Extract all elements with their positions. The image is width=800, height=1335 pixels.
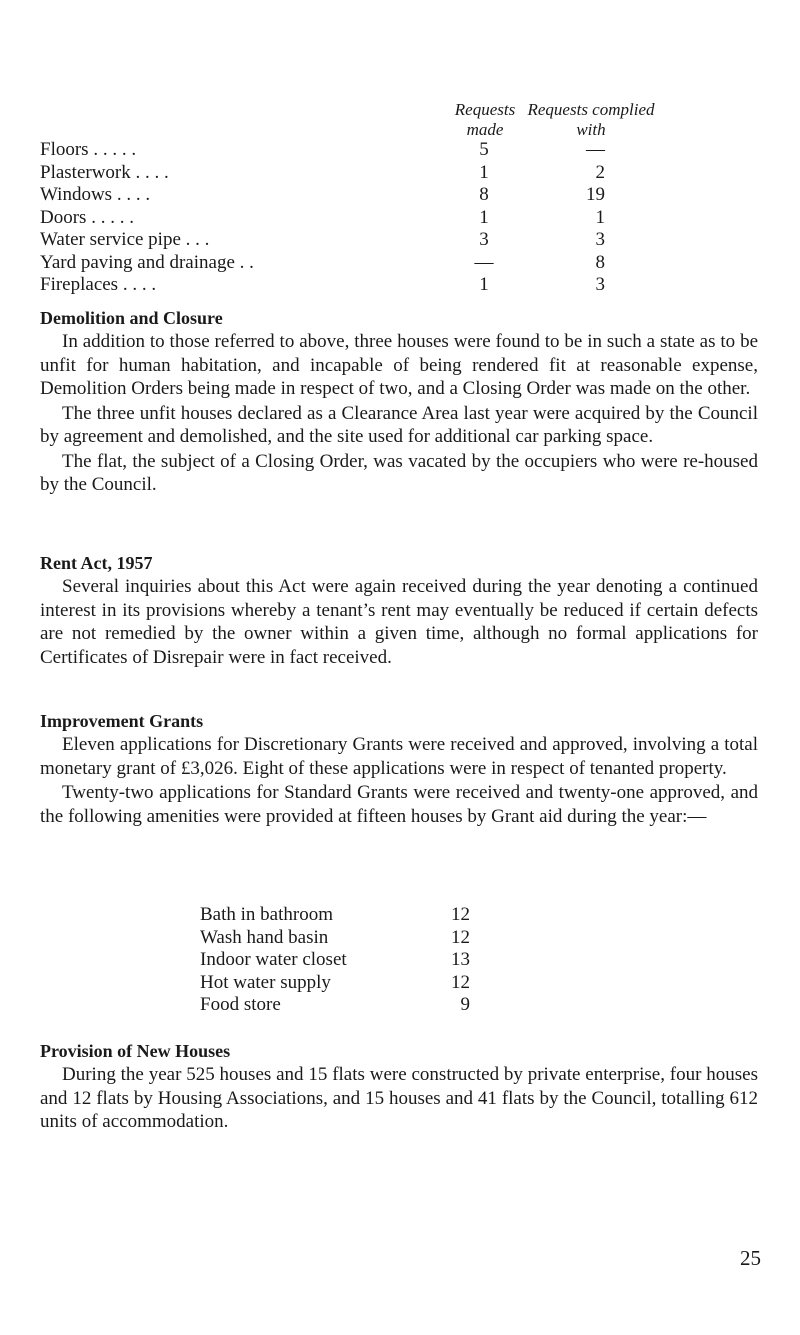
table-row bbox=[40, 274, 640, 297]
header-requests-made: Requests made bbox=[454, 100, 516, 139]
row-label: Fireplaces . . . . bbox=[40, 274, 157, 295]
list-item bbox=[200, 972, 500, 995]
amenity-label: Indoor water closet bbox=[200, 949, 347, 970]
table-row bbox=[40, 207, 640, 230]
amenity-label: Wash hand basin bbox=[200, 926, 329, 948]
amenities-list bbox=[200, 904, 500, 1017]
row-label: Doors . . . . . bbox=[40, 206, 134, 228]
table-row bbox=[40, 184, 640, 207]
table-row bbox=[40, 139, 640, 162]
row-made: 1 bbox=[479, 274, 489, 295]
table-row bbox=[40, 162, 640, 185]
amenity-count: 12 bbox=[451, 926, 470, 948]
amenity-label: Bath in bathroom bbox=[200, 904, 333, 925]
table-row bbox=[40, 229, 640, 252]
paragraph: In addition to those referred to above, three houses were found to be in such a state as to be unfit for human habitation, and incapable of being rendered fit at reasonable expense, Demolition Orders being made in respect of two, and a Closing Order was made on the other. bbox=[40, 331, 758, 399]
paragraph: The three unfit houses declared as a Clearance Area last year were acquired by the Council by agreement and demolished, and the site used for additional car parking space. bbox=[40, 402, 758, 447]
paragraph: The flat, the subject of a Closing Order, was vacated by the occupiers who were re-housed by the Council. bbox=[40, 450, 758, 495]
list-item bbox=[200, 994, 500, 1017]
section-heading: Provision of New Houses bbox=[40, 1041, 231, 1061]
list-item bbox=[200, 927, 500, 950]
row-complied: 1 bbox=[595, 206, 605, 228]
page-number: 25 bbox=[740, 1246, 761, 1270]
row-label: Plasterwork . . . . bbox=[40, 161, 169, 183]
amenity-count: 12 bbox=[451, 971, 470, 993]
paragraph: Several inquiries about this Act were again received during the year denoting a continued interest in its provisions whereby a tenant’s rent may eventually be reduced if certain defects are not remedied by the owner within a given time, although no formal applications for Certificates of Disrepair were in fact received. bbox=[40, 576, 758, 668]
row-made: 3 bbox=[479, 229, 489, 250]
section-improvement-grants bbox=[40, 710, 758, 828]
row-complied: 3 bbox=[595, 274, 605, 295]
requests-table bbox=[40, 139, 640, 297]
row-made: — bbox=[474, 251, 494, 273]
list-item bbox=[200, 949, 500, 972]
row-label: Water service pipe . . . bbox=[40, 229, 210, 250]
section-new-houses bbox=[40, 1040, 758, 1134]
row-label: Windows . . . . bbox=[40, 184, 151, 205]
amenity-count: 12 bbox=[451, 904, 470, 925]
table-row bbox=[40, 252, 640, 275]
amenity-label: Food store bbox=[200, 994, 281, 1015]
section-demolition bbox=[40, 307, 758, 497]
row-complied: — bbox=[586, 139, 605, 160]
paragraph: Eleven applications for Discretionary Grants were received and approved, involving a total monetary grant of £3,026. Eight of these applications were in respect of tenanted property. bbox=[40, 734, 758, 779]
amenity-count: 13 bbox=[451, 949, 470, 970]
section-heading: Improvement Grants bbox=[40, 711, 204, 731]
row-made: 1 bbox=[479, 161, 489, 183]
section-heading: Demolition and Closure bbox=[40, 308, 223, 328]
row-complied: 8 bbox=[595, 251, 605, 273]
row-complied: 19 bbox=[586, 184, 605, 205]
row-made: 8 bbox=[479, 184, 489, 205]
row-complied: 3 bbox=[595, 229, 605, 250]
amenity-label: Hot water supply bbox=[200, 971, 331, 993]
section-heading: Rent Act, 1957 bbox=[40, 553, 153, 573]
row-label: Floors . . . . . bbox=[40, 139, 137, 160]
header-requests-complied: Requests complied with bbox=[527, 100, 655, 139]
section-rent-act bbox=[40, 552, 758, 669]
list-item bbox=[200, 904, 500, 927]
row-made: 5 bbox=[479, 139, 489, 160]
amenity-count: 9 bbox=[460, 994, 470, 1015]
row-made: 1 bbox=[479, 206, 489, 228]
row-complied: 2 bbox=[595, 161, 605, 183]
paragraph: Twenty-two applications for Standard Grants were received and twenty-one approved, and the following amenities were provided at fifteen houses by Grant aid during the year:— bbox=[40, 782, 758, 827]
paragraph: During the year 525 houses and 15 flats were constructed by private enterprise, four houses and 12 flats by Housing Associations, and 15 houses and 41 flats by the Council, totalling 612 units of accommodation. bbox=[40, 1064, 758, 1132]
row-label: Yard paving and drainage . . bbox=[40, 251, 254, 273]
